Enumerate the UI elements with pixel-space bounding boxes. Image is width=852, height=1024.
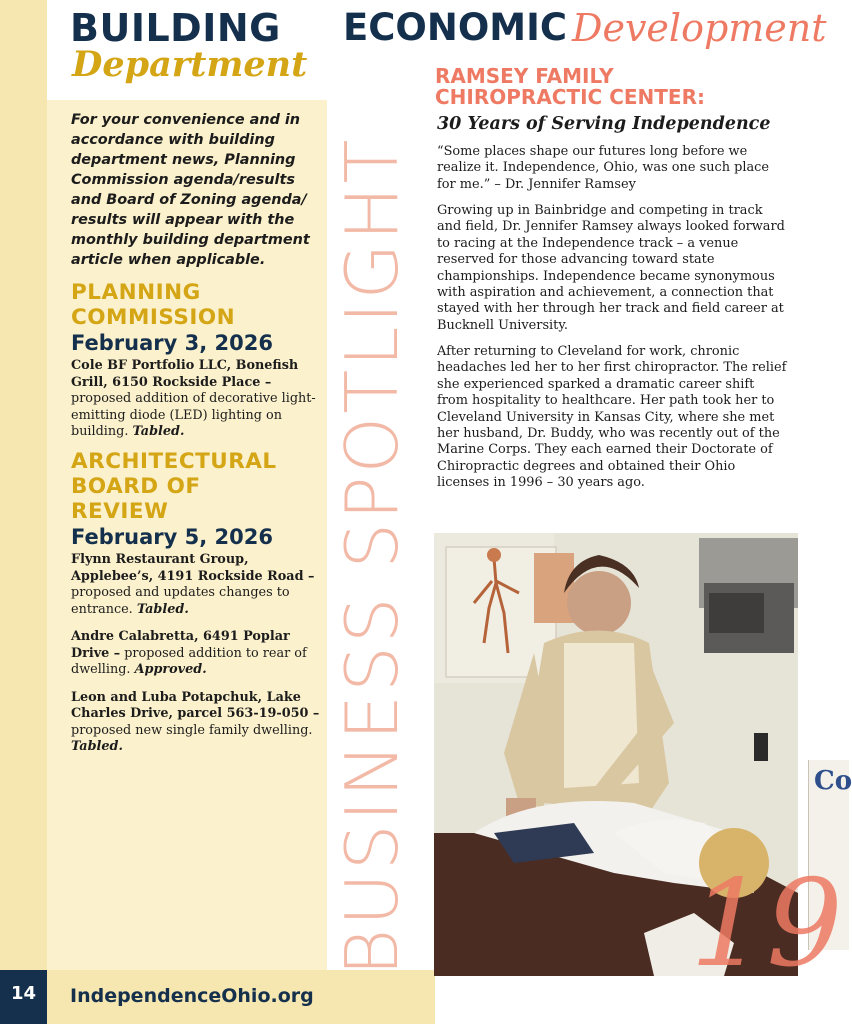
arb-date: February 5, 2026 bbox=[71, 525, 273, 549]
arb-section bbox=[71, 449, 321, 756]
department-title: Department bbox=[72, 44, 308, 85]
agenda-item: Leon and Luba Potapchuk, Lake Charles Drive, parcel 563-19-050 – proposed new single family dwelling. Tabled. bbox=[71, 689, 320, 754]
vertical-label: BUSINESS SPOTLIGHT bbox=[330, 136, 414, 976]
development-heading: Development bbox=[572, 6, 827, 50]
arb-heading-3: REVIEW bbox=[71, 499, 169, 524]
left-margin-strip bbox=[0, 0, 47, 970]
building-title: BUILDING bbox=[70, 6, 281, 50]
planning-heading-1: PLANNING bbox=[71, 280, 201, 305]
planning-date: February 3, 2026 bbox=[71, 331, 273, 355]
article-subtitle: 30 Years of Serving Independence bbox=[437, 114, 771, 134]
footer-url[interactable]: IndependenceOhio.org bbox=[70, 985, 314, 1007]
agenda-item: Flynn Restaurant Group, Applebee’s, 4191 Rockside Road – proposed and updates changes to entrance. Tabled. bbox=[71, 552, 315, 617]
article-paragraph-3: After returning to Cleveland for work, chronic headaches led her to her first chiropractor. The relief she experienced sparked a dramatic career shift from hospitality to healthcare. Her path took her to Cleveland University in Kansas City, where she met her husband, Dr. Buddy, who was recently out of the Marine Corps. They each earned their Doctorate of Chiropractic degrees and obtained their Ohio licenses in 1996 – 30 years ago. bbox=[437, 344, 787, 491]
article-paragraph-2: Growing up in Bainbridge and competing in track and field, Dr. Jennifer Ramsey always looked forward to racing at the Independence track – a venue reserved for those advancing toward state championships. Independence became synonymous with aspiration and achievement, a connection that stayed with her through her track and field career at Bucknell University. bbox=[437, 203, 785, 333]
business-spotlight-vertical bbox=[330, 60, 414, 976]
planning-section bbox=[71, 280, 321, 441]
agenda-item: Andre Calabretta, 6491 Poplar Drive – proposed addition to rear of dwelling. Approved. bbox=[71, 629, 307, 677]
article-paragraph-quote: “Some places shape our futures long before we realize it. Independence, Ohio, was one such place for me.” – Dr. Jennifer Ramsey bbox=[437, 144, 770, 192]
planning-heading-2: COMMISSION bbox=[71, 305, 236, 330]
article-title bbox=[435, 66, 705, 108]
arb-heading-1: ARCHITECTURAL bbox=[71, 449, 277, 474]
article-title-line-1: RAMSEY FAMILY bbox=[435, 64, 614, 88]
arb-heading-2: BOARD OF bbox=[71, 474, 201, 499]
economic-heading: ECONOMIC bbox=[343, 6, 568, 49]
anniversary-number: 19 bbox=[690, 855, 843, 994]
inset-cover-text: Co bbox=[814, 766, 852, 796]
agenda-item: Cole BF Portfolio LLC, Bonefish Grill, 6150 Rockside Place – proposed addition of decorative light-emitting diode (LED) lighting on building. Tabled. bbox=[71, 358, 316, 439]
intro-text: For your convenience and in accordance with building department news, Planning Commission agenda/results and Board of Zoning agenda/ results will appear with the monthly building department article when applicable. bbox=[71, 112, 310, 268]
article-title-line-2: CHIROPRACTIC CENTER: bbox=[435, 85, 705, 109]
page-number: 14 bbox=[10, 983, 37, 1004]
